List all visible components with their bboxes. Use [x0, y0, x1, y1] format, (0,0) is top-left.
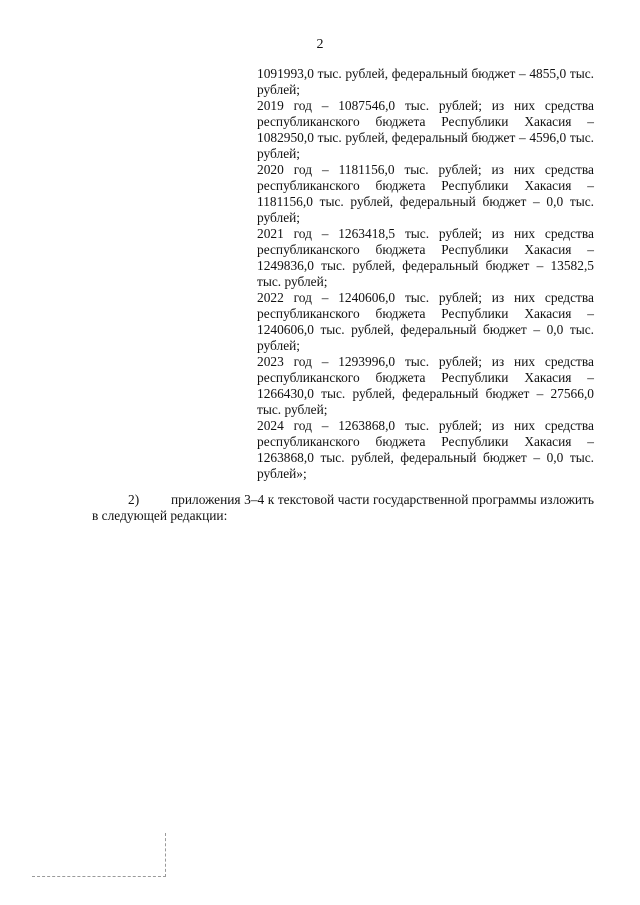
funding-line-2021: 2021 год – 1263418,5 тыс. рублей; из них средства республиканского бюджета Республики Хакасия – 1249836,0 тыс. рублей, федеральный бюджет – 13582,5 тыс. рублей;	[257, 226, 594, 289]
registration-stamp	[32, 833, 166, 877]
funding-line-continuation: 1091993,0 тыс. рублей, федеральный бюджет – 4855,0 тыс. рублей;	[257, 66, 594, 97]
funding-line-2023: 2023 год – 1293996,0 тыс. рублей; из них средства республиканского бюджета Республики Хакасия – 1266430,0 тыс. рублей, федеральный бюджет – 27566,0 тыс. рублей;	[257, 354, 594, 417]
amendment-item-2	[92, 492, 594, 524]
amendment-item-number: 2)	[128, 492, 140, 507]
funding-line-2024: 2024 год – 1263868,0 тыс. рублей; из них средства республиканского бюджета Республики Хакасия – 1263868,0 тыс. рублей, федеральный бюджет – 0,0 тыс. рублей»;	[257, 418, 594, 481]
funding-by-year-list	[257, 66, 594, 482]
amendment-item-paragraph	[92, 492, 594, 524]
funding-line-2020: 2020 год – 1181156,0 тыс. рублей; из них средства республиканского бюджета Республики Хакасия – 1181156,0 тыс. рублей, федеральный бюджет – 0,0 тыс. рублей;	[257, 162, 594, 225]
amendment-item-text: приложения 3–4 к текстовой части государственной программы изложить в следующей редакции:	[92, 492, 594, 523]
funding-line-2022: 2022 год – 1240606,0 тыс. рублей; из них средства республиканского бюджета Республики Хакасия – 1240606,0 тыс. рублей, федеральный бюджет – 0,0 тыс. рублей;	[257, 290, 594, 353]
page-number: 2	[316, 37, 324, 52]
funding-line-2019: 2019 год – 1087546,0 тыс. рублей; из них средства республиканского бюджета Республики Хакасия – 1082950,0 тыс. рублей, федеральный бюджет – 4596,0 тыс. рублей;	[257, 98, 594, 161]
